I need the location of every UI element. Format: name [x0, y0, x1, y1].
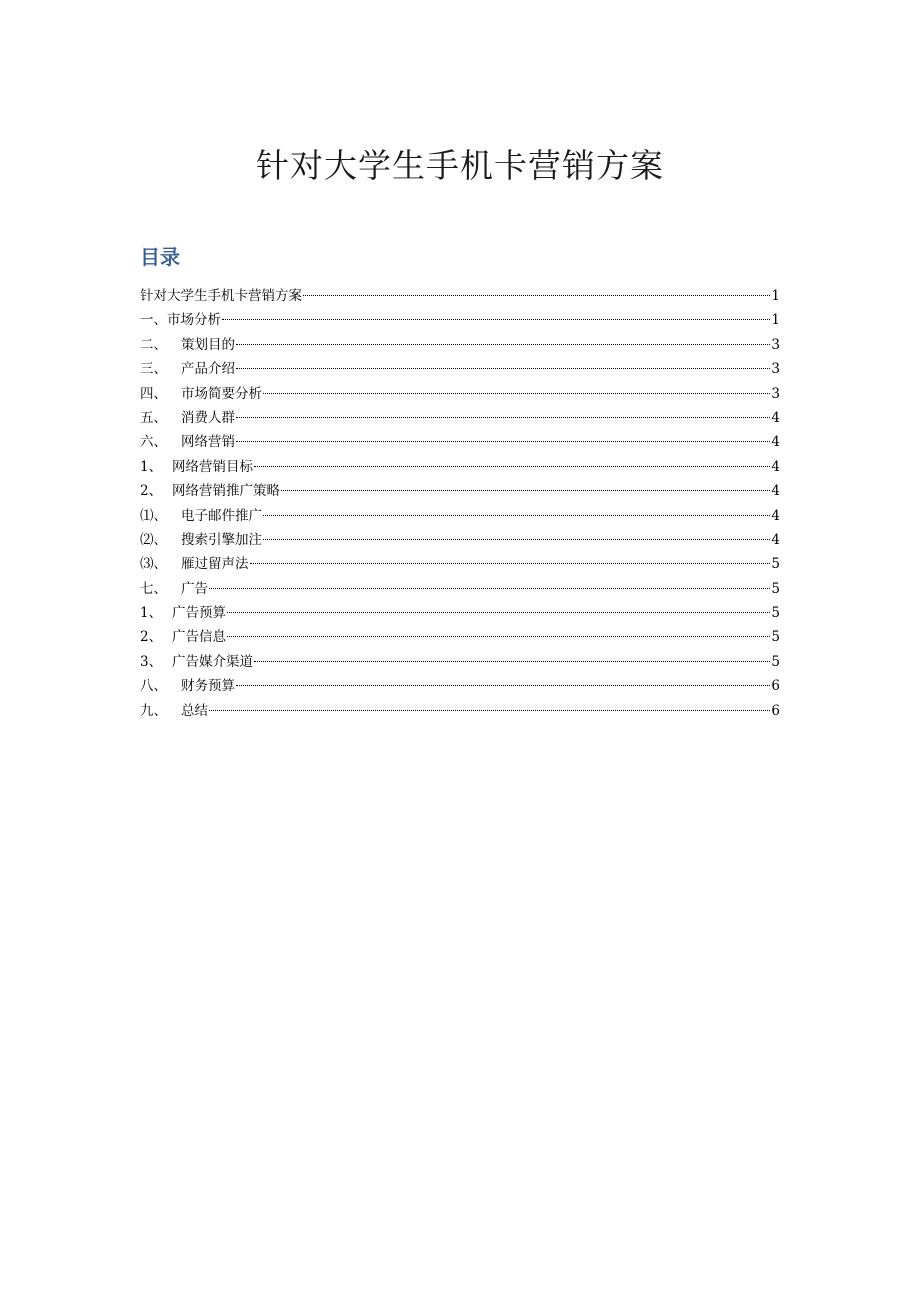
toc-entry-number: ⑵、 [140, 531, 167, 548]
toc-entry-title: 广告预算 [172, 605, 226, 622]
toc-entry-number: 八、 [140, 678, 167, 695]
toc-dot-leader [263, 393, 770, 394]
toc-dot-leader [250, 563, 771, 564]
toc-entry-title: 市场简要分析 [181, 385, 262, 402]
toc-entry[interactable] [140, 308, 780, 332]
toc-entry-title: 网络营销目标 [172, 458, 253, 475]
toc-entry-page-number: 4 [771, 483, 780, 500]
toc-entry[interactable] [140, 430, 780, 454]
toc-entry-page-number: 5 [771, 653, 780, 670]
toc-entry-number: 六、 [140, 434, 167, 451]
toc-entry-page-number: 1 [771, 312, 780, 329]
toc-entry-title: 针对大学生手机卡营销方案 [140, 288, 302, 304]
toc-entry-page-number: 1 [771, 288, 780, 304]
toc-entry-page-number: 6 [771, 678, 780, 695]
toc-entry-title: 网络营销 [181, 434, 235, 451]
toc-dot-leader [254, 661, 770, 662]
toc-entry-title: 网络营销推广策略 [172, 483, 280, 500]
toc-entry-number: ⑴、 [140, 507, 167, 524]
toc-entry-title: 广告媒介渠道 [172, 653, 253, 670]
toc-entry-number: 2、 [140, 483, 163, 500]
toc-entry-page-number: 4 [771, 434, 780, 451]
toc-entry-title: 广告 [181, 580, 208, 597]
toc-entry[interactable] [140, 406, 780, 430]
toc-entry-page-number: 5 [771, 556, 780, 573]
toc-entry[interactable] [140, 357, 780, 381]
toc-entry-number: 九、 [140, 702, 167, 719]
toc-entry[interactable] [140, 382, 780, 406]
toc-entry[interactable] [140, 601, 780, 625]
toc-dot-leader [236, 441, 770, 442]
toc-entry-title: 产品介绍 [181, 361, 235, 378]
toc-entry-title: 雁过留声法 [181, 556, 249, 573]
toc-entry-page-number: 4 [771, 409, 780, 426]
toc-entry-title: 广告信息 [172, 629, 226, 646]
toc-entry-number: 1、 [140, 605, 163, 622]
toc-entry[interactable] [140, 577, 780, 601]
toc-dot-leader [254, 466, 770, 467]
toc-dot-leader [227, 612, 770, 613]
toc-entry[interactable] [140, 625, 780, 649]
toc-entry-number: 3、 [140, 653, 163, 670]
toc-dot-leader [236, 417, 770, 418]
toc-dot-leader [227, 636, 770, 637]
toc-dot-leader [222, 319, 770, 320]
toc-entry[interactable] [140, 284, 780, 308]
toc-dot-leader [263, 515, 770, 516]
toc-entry[interactable] [140, 674, 780, 698]
toc-dot-leader [303, 295, 770, 296]
toc-dot-leader [263, 539, 770, 540]
toc-entry-title: 消费人群 [181, 409, 235, 426]
toc-entry-number: 四、 [140, 385, 167, 402]
toc-entry-title: 电子邮件推广 [181, 507, 262, 524]
toc-dot-leader [209, 710, 770, 711]
toc-entry-page-number: 6 [771, 702, 780, 719]
toc-entry[interactable] [140, 504, 780, 528]
toc-entry-number: 2、 [140, 629, 163, 646]
toc-dot-leader [281, 490, 770, 491]
toc-entry-title: 搜索引擎加注 [181, 531, 262, 548]
toc-entry-number: 七、 [140, 580, 167, 597]
toc-dot-leader [209, 588, 770, 589]
toc-entry-number: 三、 [140, 361, 167, 378]
toc-entry-page-number: 5 [771, 629, 780, 646]
toc-entry[interactable] [140, 699, 780, 723]
toc-heading: 目录 [140, 245, 180, 269]
toc-entry-page-number: 3 [771, 385, 780, 402]
toc-entry-title: 策划目的 [181, 336, 235, 353]
toc-entry-page-number: 5 [771, 605, 780, 622]
toc-entry-page-number: 4 [771, 458, 780, 475]
toc-entry[interactable] [140, 528, 780, 552]
table-of-contents [140, 284, 780, 723]
toc-entry-page-number: 4 [771, 531, 780, 548]
toc-entry-number: 1、 [140, 458, 163, 475]
toc-entry[interactable] [140, 479, 780, 503]
toc-entry[interactable] [140, 650, 780, 674]
toc-entry-page-number: 5 [771, 580, 780, 597]
toc-entry-number: 五、 [140, 409, 167, 426]
toc-entry-page-number: 3 [771, 336, 780, 353]
toc-dot-leader [236, 368, 770, 369]
toc-entry-title: 财务预算 [181, 678, 235, 695]
toc-entry[interactable] [140, 455, 780, 479]
toc-entry-number: 二、 [140, 336, 167, 353]
document-title: 针对大学生手机卡营销方案 [256, 146, 664, 185]
toc-entry-number: ⑶、 [140, 556, 167, 573]
toc-entry-page-number: 4 [771, 507, 780, 524]
toc-entry[interactable] [140, 552, 780, 576]
toc-entry-page-number: 3 [771, 361, 780, 378]
toc-dot-leader [236, 685, 770, 686]
toc-entry-number: 一、 [140, 312, 167, 329]
toc-dot-leader [236, 344, 770, 345]
toc-entry[interactable] [140, 333, 780, 357]
toc-entry-title: 市场分析 [167, 312, 221, 329]
toc-entry-title: 总结 [181, 702, 208, 719]
